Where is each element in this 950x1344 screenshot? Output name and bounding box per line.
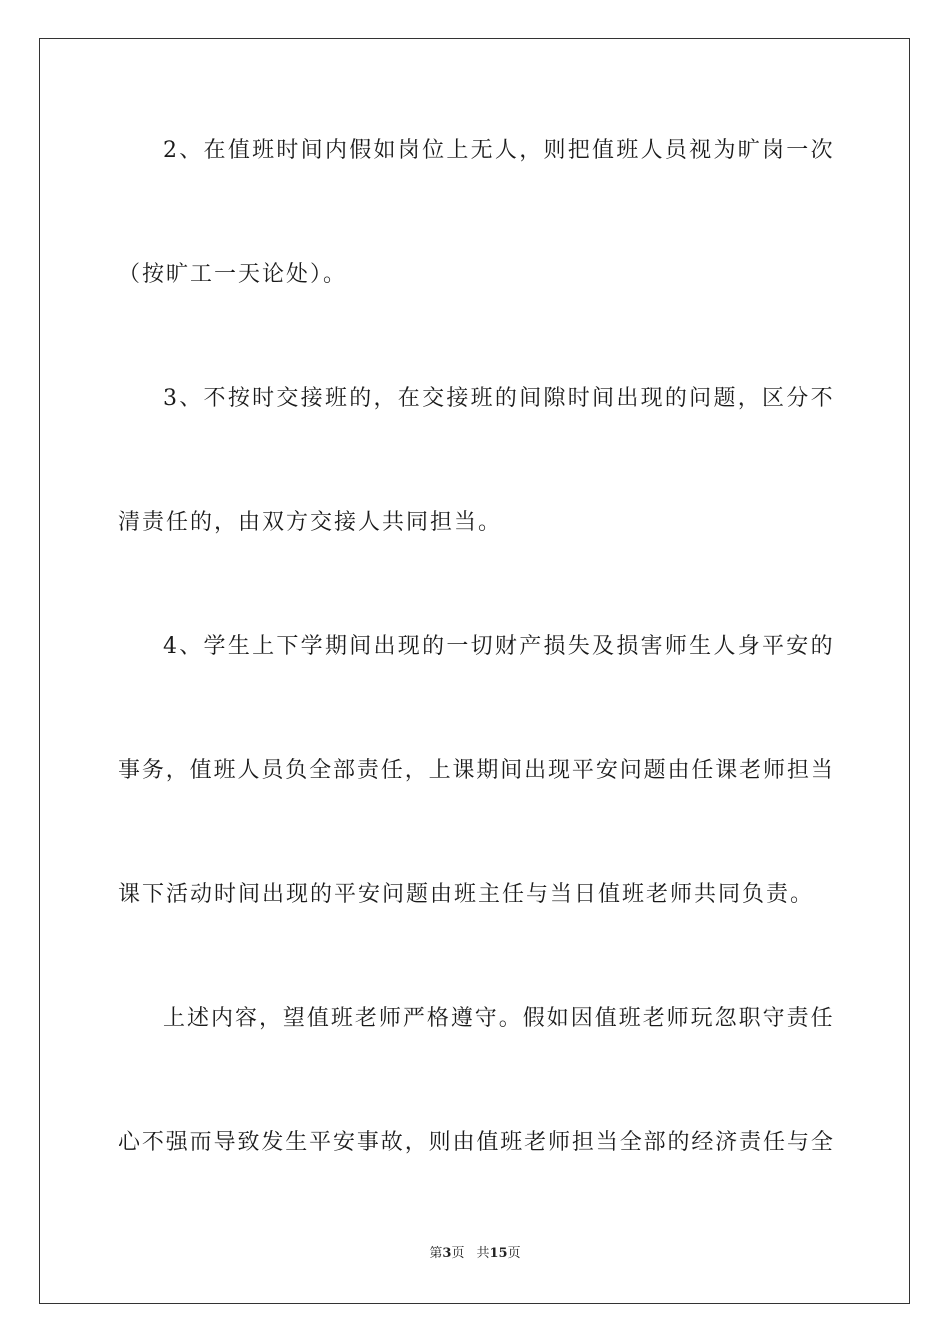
page-prefix: 第 [429, 1246, 443, 1261]
paragraph-5-line-2: 心 不 强 而 导 致 发 生 平 安 事 故 ， 则 由 值 班 老 师 担 当 全 部 的 经 济 责 任 与 全 [118, 1130, 833, 1155]
paragraph-3-line-1: 3 、 不 按 时 交 接 班 的 ， 在 交 接 班 的 间 隙 时 间 出 现 的 问 题 ， 区 分 不 [163, 386, 833, 411]
paragraph-4-line-2: 事 务 ， 值 班 人 员 负 全 部 责 任 ， 上 课 期 间 出 现 平 安 问 题 由 任 课 老 师 担 当 [118, 758, 833, 783]
paragraph-5-line-1: 上 述 内 容 ， 望 值 班 老 师 严 格 遵 守 。 假 如 因 值 班 老 师 玩 忽 职 守 责 任 [163, 1006, 833, 1031]
page-suffix: 页 [451, 1246, 465, 1261]
page-border [39, 38, 910, 1304]
total-prefix: 共 [476, 1246, 490, 1261]
total-pages: 15 [489, 1246, 508, 1261]
paragraph-2-line-1: 2 、 在 值 班 时 间 内 假 如 岗 位 上 无 人 ， 则 把 值 班 人 员 视 为 旷 岗 一 次 [163, 138, 833, 163]
page-footer [0, 1245, 950, 1263]
paragraph-3-line-2: 清责任的，由双方交接人共同担当。 [118, 510, 503, 535]
paragraph-4-line-3: 课下活动时间出现的平安问题由班主任与当日值班老师共同负责。 [118, 882, 815, 907]
page-number: 3 [442, 1246, 452, 1261]
total-suffix: 页 [507, 1246, 521, 1261]
paragraph-4-line-1: 4 、 学 生 上 下 学 期 间 出 现 的 一 切 财 产 损 失 及 损 害 师 生 人 身 平 安 的 [163, 634, 833, 659]
paragraph-2-line-2: （按旷工一天论处）。 [118, 262, 348, 287]
